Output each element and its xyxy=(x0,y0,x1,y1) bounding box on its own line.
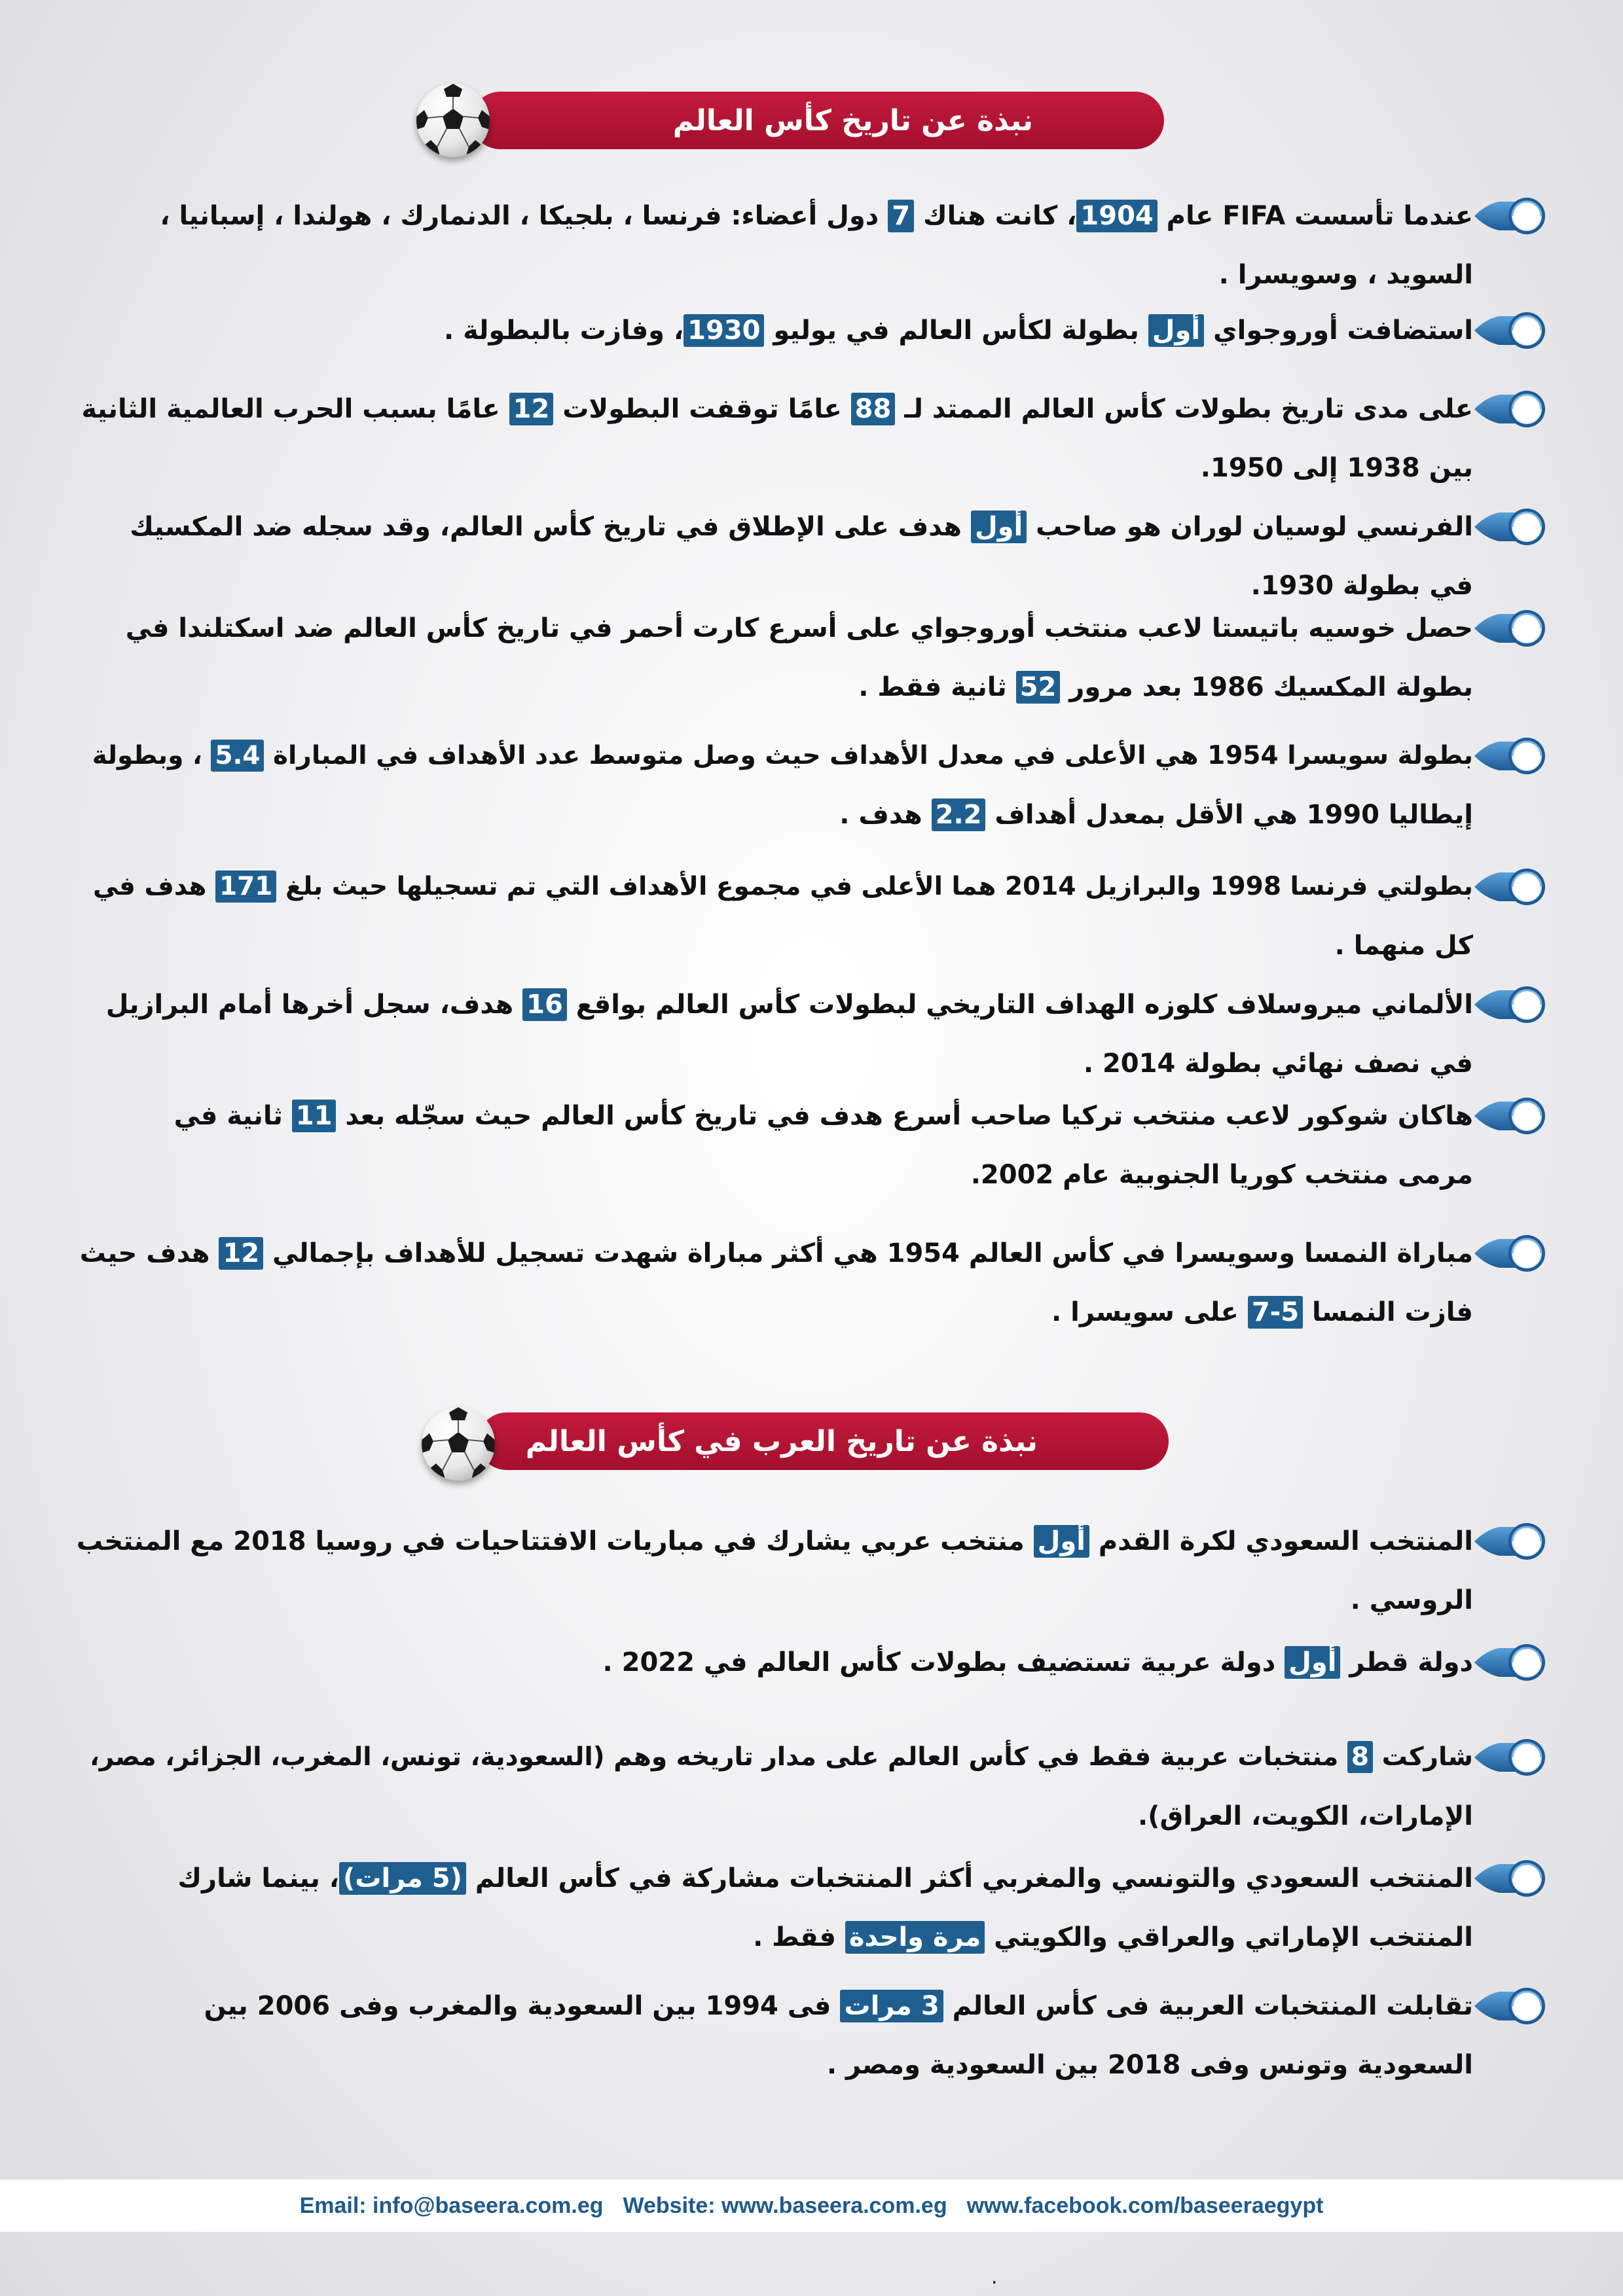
highlight-number: أول xyxy=(1285,1646,1340,1679)
text-segment: دول أعضاء: فرنسا ، بلجيكا ، الدنمارك ، هولندا ، إسبانيا ، xyxy=(160,201,888,231)
item-text-line xyxy=(72,1787,1473,1846)
list-item xyxy=(72,857,1473,975)
text-segment: بين 1938 إلى 1950. xyxy=(1200,453,1473,483)
soccer-ball-icon xyxy=(422,1407,495,1480)
item-text-line xyxy=(72,726,1473,785)
text-segment: عامًا بسبب الحرب العالمية الثانية xyxy=(81,394,509,424)
text-segment: منتخب عربي يشارك في مباريات الافتتاحيات في روسيا 2018 مع المنتخب xyxy=(76,1526,1034,1556)
list-item xyxy=(72,380,1473,497)
text-segment: مرمى منتخب كوريا الجنوبية عام 2002. xyxy=(970,1160,1473,1190)
list-bullet-icon xyxy=(1473,602,1552,655)
item-text-line xyxy=(72,245,1473,304)
text-segment: الفرنسي لوسيان لوران هو صاحب xyxy=(1027,512,1473,542)
list-item xyxy=(72,1728,1473,1846)
text-segment: هدف في xyxy=(92,872,215,901)
item-text-line xyxy=(72,1034,1473,1093)
text-segment: إيطاليا 1990 هي الأقل بمعدل أهداف xyxy=(985,800,1473,830)
item-text-line xyxy=(72,1283,1473,1342)
highlight-number: 11 xyxy=(292,1100,337,1132)
item-text-line xyxy=(72,187,1473,245)
text-segment: بطولة سويسرا 1954 هي الأعلى في معدل الأهداف حيث وصل متوسط عدد الأهداف في المباراة xyxy=(264,741,1473,770)
highlight-number: 7 xyxy=(888,200,914,232)
highlight-number: أول xyxy=(1148,314,1204,347)
list-item xyxy=(72,187,1473,304)
text-segment: على مدى تاريخ بطولات كأس العالم الممتد لـ xyxy=(895,394,1473,424)
item-text-line xyxy=(72,1086,1473,1145)
text-segment: حصل خوسيه باتيستا لاعب منتخب أوروجواي على أسرع كارت أحمر في تاريخ كأس العالم ضد اسكتلندا في xyxy=(125,613,1473,643)
footer-contact-bar xyxy=(0,2179,1623,2232)
item-text-line xyxy=(72,857,1473,916)
soccer-ball-icon xyxy=(416,84,490,157)
text-segment: منتخبات عربية فقط في كأس العالم على مدار تاريخه وهم (السعودية، تونس، المغرب، الجزائر، مصر، xyxy=(89,1742,1347,1772)
list-bullet-icon xyxy=(1473,730,1552,782)
text-segment: دولة قطر xyxy=(1340,1647,1473,1677)
text-segment: بطولتي فرنسا 1998 والبرازيل 2014 هما الأعلى في مجموع الأهداف التي تم تسجيلها حيث بلغ xyxy=(276,872,1473,901)
list-item xyxy=(72,1224,1473,1342)
list-bullet-icon xyxy=(1473,861,1552,913)
highlight-number: أول xyxy=(971,511,1027,543)
text-segment: عامًا توقفت البطولات xyxy=(553,394,851,424)
text-segment: هدف حيث xyxy=(79,1238,219,1268)
list-bullet-icon xyxy=(1473,1636,1552,1689)
list-item xyxy=(72,1977,1473,2094)
text-segment: مباراة النمسا وسويسرا في كأس العالم 1954 هي أكثر مباراة شهدت تسجيل للأهداف بإجمالي xyxy=(263,1238,1473,1268)
list-bullet-icon xyxy=(1473,501,1552,553)
text-segment: هاكان شوكور لاعب منتخب تركيا صاحب أسرع هدف في تاريخ كأس العالم حيث سجّله بعد xyxy=(336,1101,1473,1131)
highlight-number: 171 xyxy=(215,870,276,903)
text-segment: على سويسرا . xyxy=(1051,1297,1248,1327)
highlight-number: 5-7 xyxy=(1248,1296,1303,1329)
item-text-line xyxy=(72,1512,1473,1571)
highlight-number: 5.4 xyxy=(211,740,264,772)
item-text-line xyxy=(72,975,1473,1034)
highlight-number: 2.2 xyxy=(932,798,986,831)
text-segment: استضافت أوروجواي xyxy=(1204,315,1473,346)
item-text-line xyxy=(72,497,1473,556)
section1-title: نبذة عن تاريخ كأس العالم xyxy=(672,103,1033,137)
list-bullet-icon xyxy=(1473,383,1552,435)
highlight-number: 12 xyxy=(509,393,554,425)
text-segment: ، وبطولة xyxy=(92,741,211,770)
item-text-line xyxy=(72,1224,1473,1283)
highlight-number: 3 مرات xyxy=(840,1990,943,2022)
list-item xyxy=(72,599,1473,717)
item-text-line xyxy=(72,785,1473,844)
section2-title: نبذة عن تاريخ العرب في كأس العالم xyxy=(525,1424,1038,1458)
item-text-line xyxy=(72,380,1473,439)
text-segment: شاركت xyxy=(1373,1742,1473,1772)
text-segment: بطولة لكأس العالم في يوليو xyxy=(764,315,1148,346)
text-segment: فقط . xyxy=(753,1922,845,1952)
item-text-line xyxy=(72,439,1473,497)
highlight-number: 16 xyxy=(522,988,567,1021)
text-segment: ، بينما شارك xyxy=(177,1863,339,1893)
text-segment: ، كانت هناك xyxy=(914,201,1077,231)
text-segment: هدف . xyxy=(839,800,932,830)
footer-facebook[interactable]: www.facebook.com/baseeraegypt xyxy=(966,2193,1324,2218)
item-text-line xyxy=(72,658,1473,717)
list-bullet-icon xyxy=(1473,1852,1552,1905)
text-segment: فازت النمسا xyxy=(1303,1297,1473,1327)
footer-email[interactable]: Email: info@baseera.com.eg xyxy=(299,2193,604,2218)
item-text-line xyxy=(72,599,1473,658)
highlight-number: 8 xyxy=(1347,1741,1373,1773)
section1-title-banner xyxy=(471,92,1164,149)
text-segment: في بطولة 1930. xyxy=(1250,571,1473,601)
list-item xyxy=(72,975,1473,1093)
list-bullet-icon xyxy=(1473,1227,1552,1280)
list-item xyxy=(72,1086,1473,1204)
highlight-number: مرة واحدة xyxy=(845,1921,985,1954)
highlight-number: 1930 xyxy=(684,314,764,347)
item-text-line xyxy=(72,1571,1473,1630)
text-segment: المنتخب الإماراتي والعراقي والكويتي xyxy=(985,1922,1473,1952)
list-item xyxy=(72,1512,1473,1630)
item-text-line xyxy=(72,1908,1473,1967)
text-segment: السويد ، وسويسرا . xyxy=(1218,260,1473,290)
text-segment: الروسي . xyxy=(1350,1585,1473,1615)
highlight-number: 52 xyxy=(1016,671,1061,704)
list-bullet-icon xyxy=(1473,1090,1552,1142)
list-item xyxy=(72,726,1473,844)
list-item xyxy=(72,497,1473,615)
text-segment: فى 1994 بين السعودية والمغرب وفى 2006 بين xyxy=(204,1991,841,2021)
item-text-line xyxy=(72,1977,1473,2036)
list-bullet-icon xyxy=(1473,190,1552,242)
list-item xyxy=(72,301,1473,360)
list-bullet-icon xyxy=(1473,1980,1552,2032)
text-segment: بطولة المكسيك 1986 بعد مرور xyxy=(1060,672,1473,702)
item-text-line xyxy=(72,1849,1473,1908)
list-bullet-icon xyxy=(1473,1731,1552,1784)
text-segment: دولة عربية تستضيف بطولات كأس العالم في 2022 . xyxy=(602,1647,1285,1677)
text-segment: كل منهما . xyxy=(1334,931,1473,961)
text-segment: عندما تأسست FIFA عام xyxy=(1157,201,1473,231)
text-segment: السعودية وتونس وفى 2018 بين السعودية ومصر . xyxy=(826,2050,1473,2080)
text-segment: الألماني ميروسلاف كلوزه الهداف التاريخي لبطولات كأس العالم بواقع xyxy=(566,990,1473,1020)
list-bullet-icon xyxy=(1473,1515,1552,1568)
text-segment: المنتخب السعودي لكرة القدم xyxy=(1089,1526,1473,1556)
item-text-line xyxy=(72,1633,1473,1692)
highlight-number: (5 مرات) xyxy=(339,1862,466,1895)
highlight-number: 12 xyxy=(219,1237,263,1270)
text-segment: هدف على الإطلاق في تاريخ كأس العالم، وقد سجله ضد المكسيك xyxy=(130,512,971,542)
text-segment: هدف، سجل أخرها أمام البرازيل xyxy=(105,990,523,1020)
item-text-line xyxy=(72,2036,1473,2094)
item-text-line xyxy=(72,301,1473,360)
item-text-line xyxy=(72,916,1473,975)
item-text-line xyxy=(72,1728,1473,1787)
highlight-number: أول xyxy=(1034,1525,1089,1558)
text-segment: ، وفازت بالبطولة . xyxy=(443,315,684,346)
highlight-number: 1904 xyxy=(1076,200,1157,232)
list-item xyxy=(72,1633,1473,1692)
text-segment: ثانية فقط . xyxy=(858,672,1016,702)
highlight-number: 88 xyxy=(851,393,896,425)
text-segment: ثانية في xyxy=(173,1101,292,1131)
footer-website[interactable]: Website: www.baseera.com.eg xyxy=(623,2193,947,2218)
section2-title-banner xyxy=(478,1412,1169,1470)
text-segment: المنتخب السعودي والتونسي والمغربي أكثر المنتخبات مشاركة في كأس العالم xyxy=(465,1863,1473,1893)
text-segment: في نصف نهائي بطولة 2014 . xyxy=(1083,1049,1473,1079)
list-item xyxy=(72,1849,1473,1967)
text-segment: الإمارات، الكويت، العراق). xyxy=(1137,1801,1473,1831)
list-bullet-icon xyxy=(1473,978,1552,1031)
page-mark: . xyxy=(991,2266,998,2289)
text-segment: تقابلت المنتخبات العربية فى كأس العالم xyxy=(943,1991,1473,2021)
item-text-line xyxy=(72,1145,1473,1204)
list-bullet-icon xyxy=(1473,304,1552,357)
